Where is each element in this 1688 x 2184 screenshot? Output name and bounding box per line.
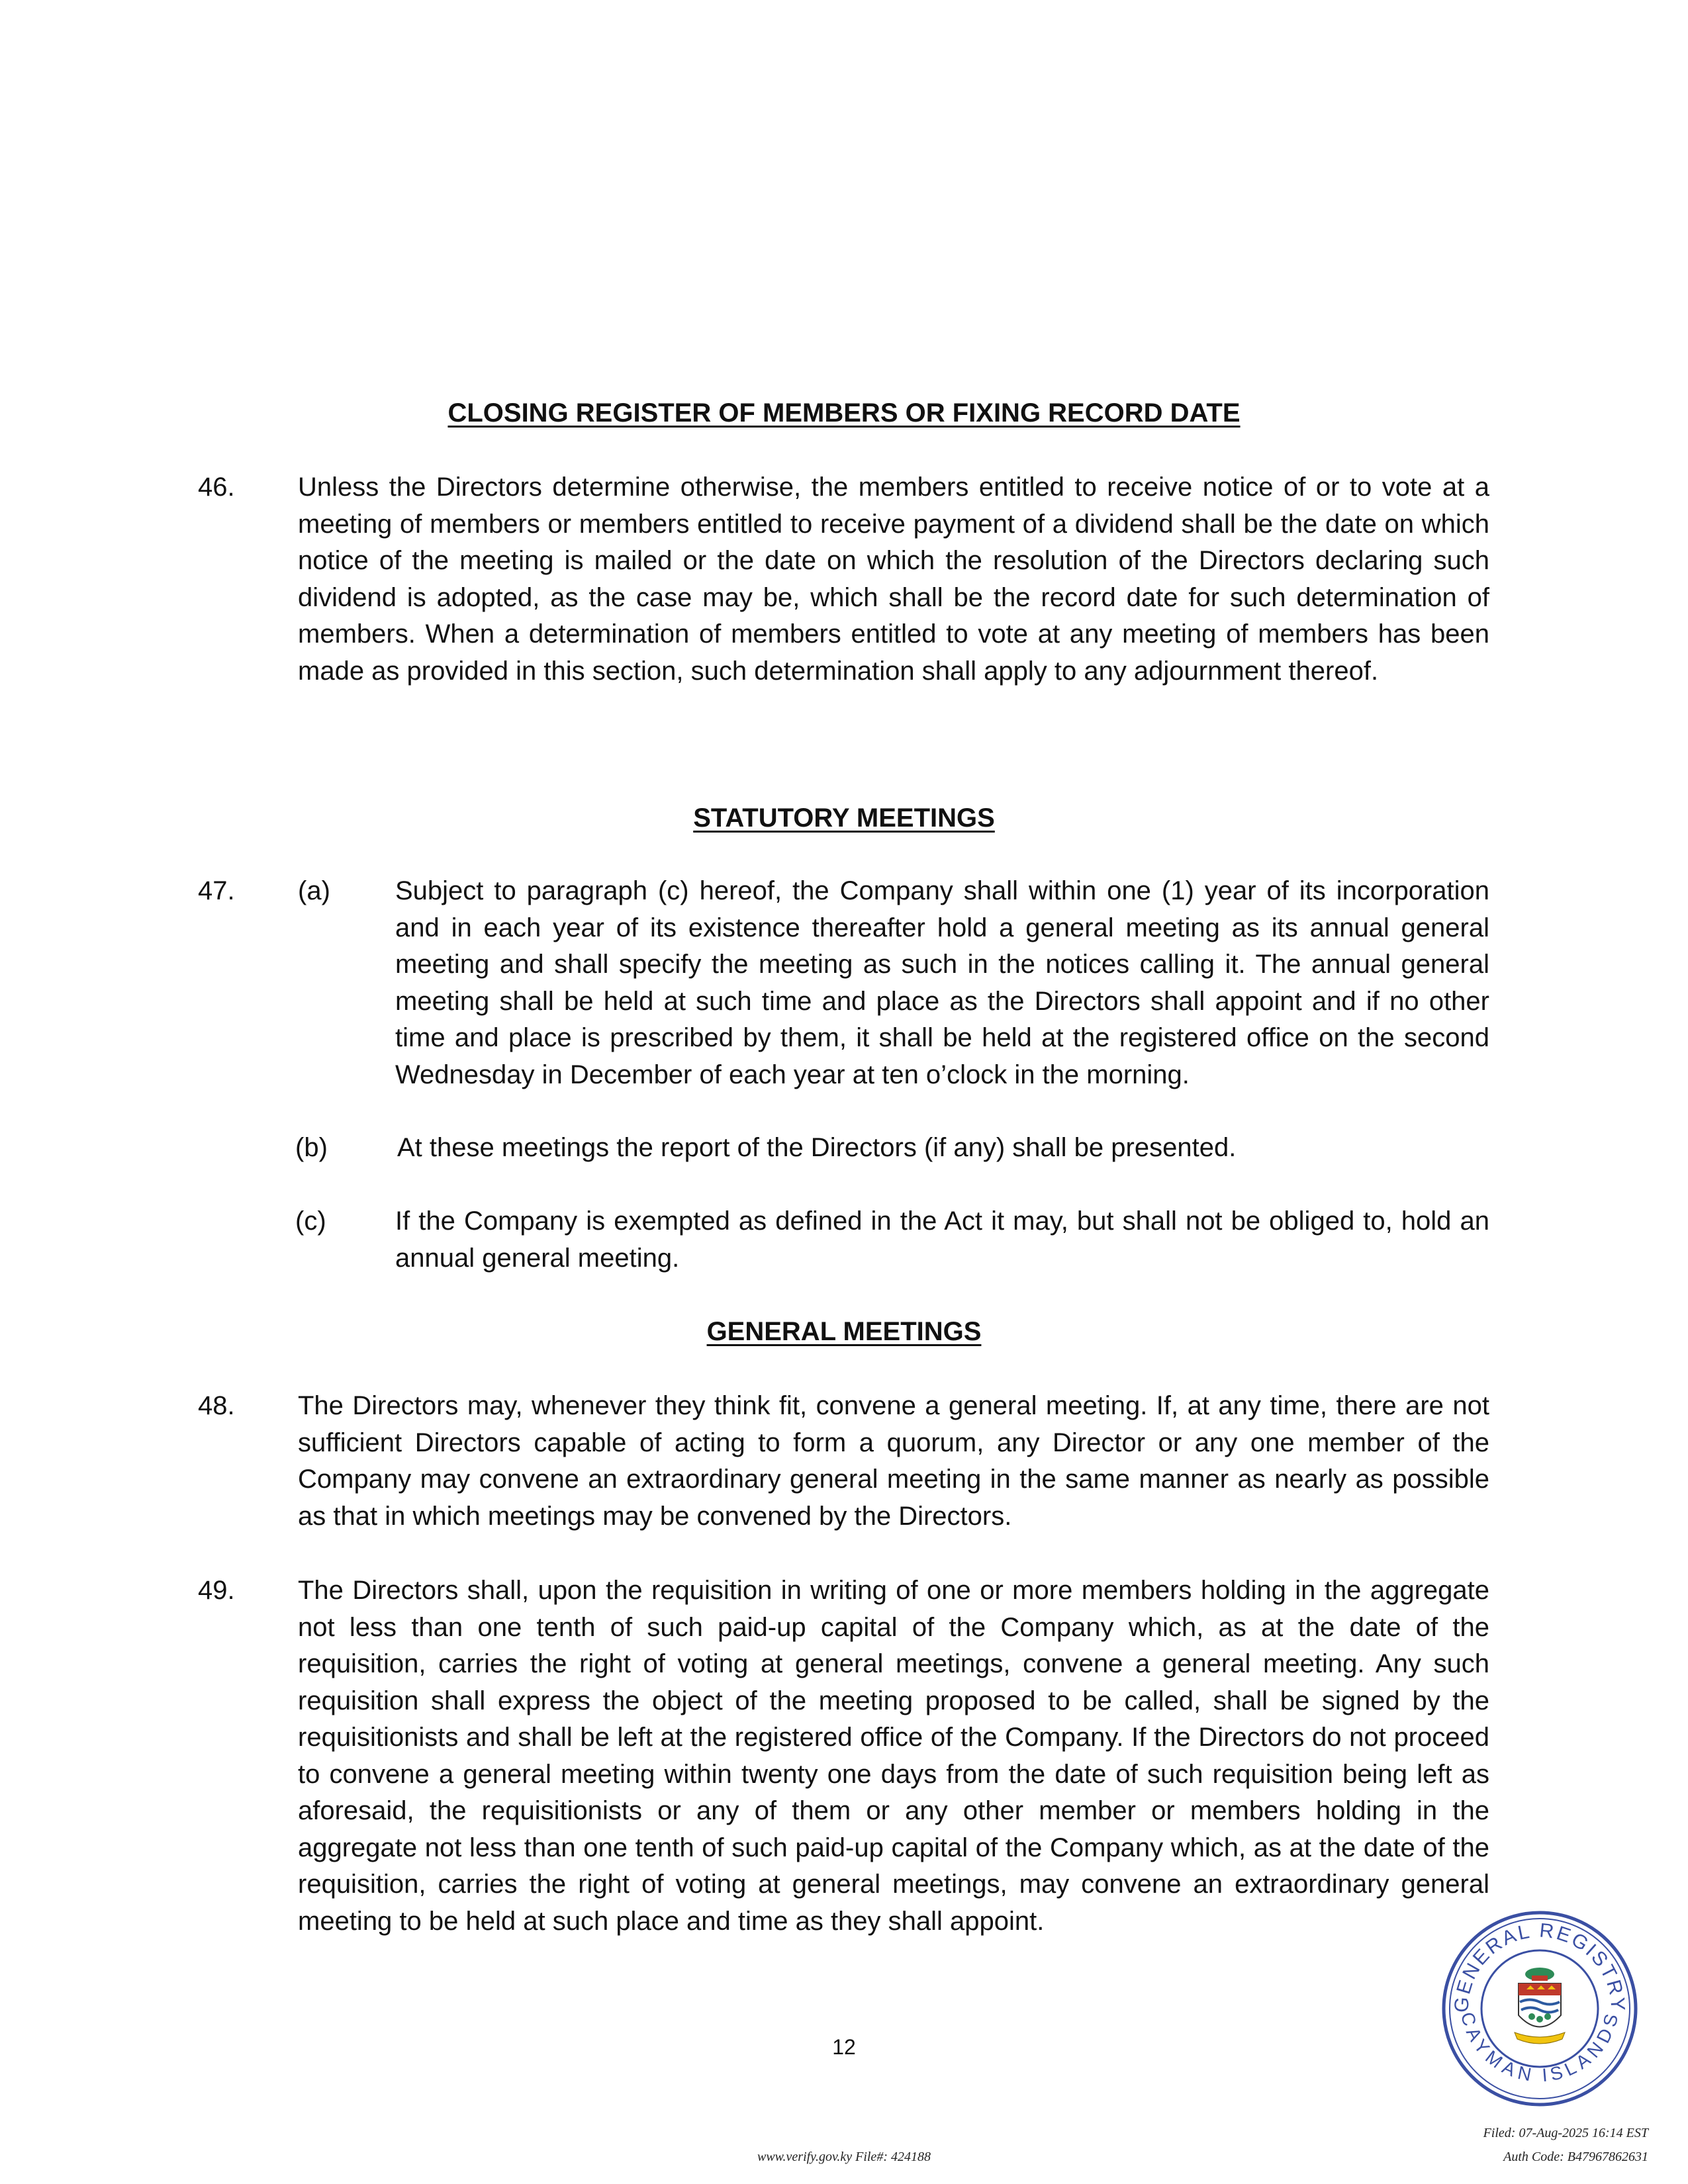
clause-48-text: The Directors may, whenever they think fit, convene a general meeting. If, at any time, there are not sufficient Directors capable of acting to form a quorum, any Director or any one member of the Company may convene an extraordinary general meeting in the same manner as nearly as possible as that in which meetings may be convened by the Directors. (298, 1391, 1489, 1531)
clause-46-number: 46. (198, 473, 235, 502)
clause-46-text: Unless the Directors determine otherwise, the members entitled to receive notice of or to vote at a meeting of members or members entitled to receive payment of a dividend shall be the date on which notice of the meeting is mailed or the date on which the resolution of the Directors declaring such dividend is adopted, as the case may be, which shall be the record date for such determination of members. When a determination of members entitled to vote at any meeting of members has been made as provided in this section, such determination shall apply to any adjournment thereof. (298, 473, 1489, 686)
clause-47b-text: At these meetings the report of the Directors (if any) shall be presented. (397, 1133, 1237, 1162)
clause-47c-label: (c) (295, 1206, 326, 1236)
heading-statutory-meetings: STATUTORY MEETINGS (693, 803, 995, 833)
clause-47a-text: Subject to paragraph (c) hereof, the Company shall within one (1) year of its incorporation and in each year of its existence thereafter hold a general meeting as its annual general meeting and shall specify the meeting as such in the notices calling it. The annual general meeting shall be held at such time and place as the Directors shall appoint and if no other time and place is prescribed by them, it shall be held at the registered office on the second Wednesday in December of each year at ten o’clock in the morning. (395, 876, 1489, 1089)
clause-48-number: 48. (198, 1391, 235, 1420)
footer-auth-code: Auth Code: B47967862631 (1503, 2150, 1648, 2164)
general-registry-seal-icon (1440, 1909, 1639, 2108)
heading-general-meetings: GENERAL MEETINGS (706, 1317, 982, 1346)
page-number: 12 (832, 2035, 856, 2059)
footer-verify-file: www.verify.gov.ky File#: 424188 (757, 2150, 931, 2164)
seal-bottom-text: CAYMAN ISLANDS (1456, 2010, 1622, 2086)
clause-49-number: 49. (198, 1576, 235, 1605)
clause-49-text: The Directors shall, upon the requisition in writing of one or more members holding in the aggregate not less than one tenth of such paid-up capital of the Company which, as at the date of the requisition, carries the right of voting at general meetings, convene a general meeting. Any such requisition shall express the object of the meeting proposed to be called, shall be signed by the requisitionists and shall be left at the registered office of the Company. If the Directors do not proceed to convene a general meeting within twenty one days from the date of such requisition being left as aforesaid, the requisitionists or any of them or any other member or members holding in the aggregate not less than one tenth of such paid-up capital of the Company which, as at the date of the requisition, carries the right of voting at general meetings, may convene an extraordinary general meeting to be held at such place and time as they shall appoint. (298, 1576, 1489, 1936)
seal-top-text: GENERAL REGISTRY (1450, 1919, 1629, 2013)
clause-47a-label: (a) (298, 876, 330, 905)
clause-47b-label: (b) (295, 1133, 328, 1162)
clause-47c-text: If the Company is exempted as defined in the Act it may, but shall not be obliged to, hold an annual general meeting. (395, 1206, 1489, 1273)
clause-47-number: 47. (198, 876, 235, 905)
heading-closing-register: CLOSING REGISTER OF MEMBERS OR FIXING RECORD DATE (447, 398, 1241, 428)
footer-filed-date: Filed: 07-Aug-2025 16:14 EST (1483, 2126, 1648, 2140)
